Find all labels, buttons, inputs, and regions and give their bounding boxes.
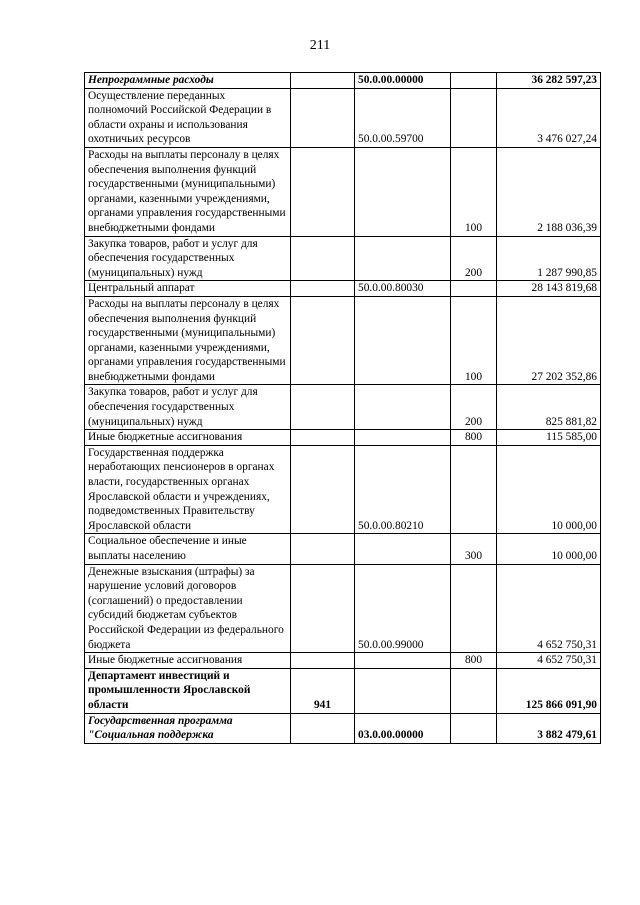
item-name-cell: Социальное обеспечение и иные выплаты населению: [85, 534, 291, 564]
department-code-cell: [291, 73, 355, 89]
amount-cell: 36 282 597,23: [497, 73, 601, 89]
amount-cell: 2 188 036,39: [497, 147, 601, 236]
item-name-cell: Иные бюджетные ассигнования: [85, 653, 291, 669]
target-article-cell: 50.0.00.80210: [355, 445, 451, 534]
target-article-cell: 50.0.00.80030: [355, 281, 451, 297]
budget-table-body: [85, 73, 601, 744]
item-name-cell: Расходы на выплаты персоналу в целях обеспечения выполнения функций государственными (муниципальными) органами, казенными учреждениями, органами управления государственными внебюджетными фондами: [85, 296, 291, 385]
item-name-cell: Центральный аппарат: [85, 281, 291, 297]
amount-cell: 115 585,00: [497, 430, 601, 446]
table-row: [85, 296, 601, 385]
target-article-cell: 50.0.00.00000: [355, 73, 451, 89]
table-row: [85, 713, 601, 743]
department-code-cell: [291, 534, 355, 564]
item-name-cell: Государственная программа "Социальная поддержка: [85, 713, 291, 743]
table-row: [85, 534, 601, 564]
department-code-cell: 941: [291, 668, 355, 713]
item-name-cell: Государственная поддержка неработающих пенсионеров в органах власти, государственных органах Ярославской области и учреждениях, подведомственных Правительству Ярославской области: [85, 445, 291, 534]
amount-cell: 27 202 352,86: [497, 296, 601, 385]
expense-type-cell: 800: [451, 430, 497, 446]
table-row: [85, 445, 601, 534]
amount-cell: 1 287 990,85: [497, 236, 601, 281]
item-name-cell: Департамент инвестиций и промышленности Ярославской области: [85, 668, 291, 713]
item-name-cell: Расходы на выплаты персоналу в целях обеспечения выполнения функций государственными (муниципальными) органами, казенными учреждениями, органами управления государственными внебюджетными фондами: [85, 147, 291, 236]
expense-type-cell: [451, 281, 497, 297]
target-article-cell: [355, 236, 451, 281]
table-row: [85, 88, 601, 147]
table-row: [85, 73, 601, 89]
department-code-cell: [291, 430, 355, 446]
amount-cell: 4 652 750,31: [497, 564, 601, 653]
target-article-cell: 50.0.00.99000: [355, 564, 451, 653]
target-article-cell: [355, 147, 451, 236]
table-row: [85, 430, 601, 446]
table-row: [85, 564, 601, 653]
amount-cell: 125 866 091,90: [497, 668, 601, 713]
item-name-cell: Непрограммные расходы: [85, 73, 291, 89]
target-article-cell: [355, 534, 451, 564]
department-code-cell: [291, 713, 355, 743]
department-code-cell: [291, 236, 355, 281]
amount-cell: 4 652 750,31: [497, 653, 601, 669]
department-code-cell: [291, 296, 355, 385]
target-article-cell: 50.0.00.59700: [355, 88, 451, 147]
department-code-cell: [291, 385, 355, 430]
amount-cell: 28 143 819,68: [497, 281, 601, 297]
target-article-cell: [355, 668, 451, 713]
target-article-cell: [355, 653, 451, 669]
department-code-cell: [291, 88, 355, 147]
department-code-cell: [291, 445, 355, 534]
item-name-cell: Иные бюджетные ассигнования: [85, 430, 291, 446]
target-article-cell: [355, 296, 451, 385]
expense-type-cell: 100: [451, 296, 497, 385]
table-row: [85, 147, 601, 236]
item-name-cell: Осуществление переданных полномочий Российской Федерации в области охраны и использования охотничьих ресурсов: [85, 88, 291, 147]
department-code-cell: [291, 147, 355, 236]
item-name-cell: Денежные взыскания (штрафы) за нарушение условий договоров (соглашений) о предоставлении субсидий бюджетам субъектов Российской Федерации из федерального бюджета: [85, 564, 291, 653]
expense-type-cell: [451, 73, 497, 89]
amount-cell: 825 881,82: [497, 385, 601, 430]
target-article-cell: [355, 385, 451, 430]
budget-table: [84, 72, 601, 744]
table-row: [85, 236, 601, 281]
amount-cell: 3 476 027,24: [497, 88, 601, 147]
target-article-cell: [355, 430, 451, 446]
target-article-cell: 03.0.00.00000: [355, 713, 451, 743]
department-code-cell: [291, 653, 355, 669]
expense-type-cell: [451, 445, 497, 534]
expense-type-cell: 800: [451, 653, 497, 669]
expense-type-cell: 200: [451, 385, 497, 430]
expense-type-cell: [451, 668, 497, 713]
amount-cell: 10 000,00: [497, 445, 601, 534]
table-row: [85, 281, 601, 297]
expense-type-cell: [451, 88, 497, 147]
item-name-cell: Закупка товаров, работ и услуг для обеспечения государственных (муниципальных) нужд: [85, 385, 291, 430]
expense-type-cell: 300: [451, 534, 497, 564]
table-row: [85, 385, 601, 430]
department-code-cell: [291, 281, 355, 297]
expense-type-cell: 200: [451, 236, 497, 281]
amount-cell: 10 000,00: [497, 534, 601, 564]
department-code-cell: [291, 564, 355, 653]
amount-cell: 3 882 479,61: [497, 713, 601, 743]
page-number: 211: [309, 38, 331, 53]
item-name-cell: Закупка товаров, работ и услуг для обеспечения государственных (муниципальных) нужд: [85, 236, 291, 281]
expense-type-cell: [451, 564, 497, 653]
expense-type-cell: [451, 713, 497, 743]
table-row: [85, 653, 601, 669]
expense-type-cell: 100: [451, 147, 497, 236]
table-row: [85, 668, 601, 713]
